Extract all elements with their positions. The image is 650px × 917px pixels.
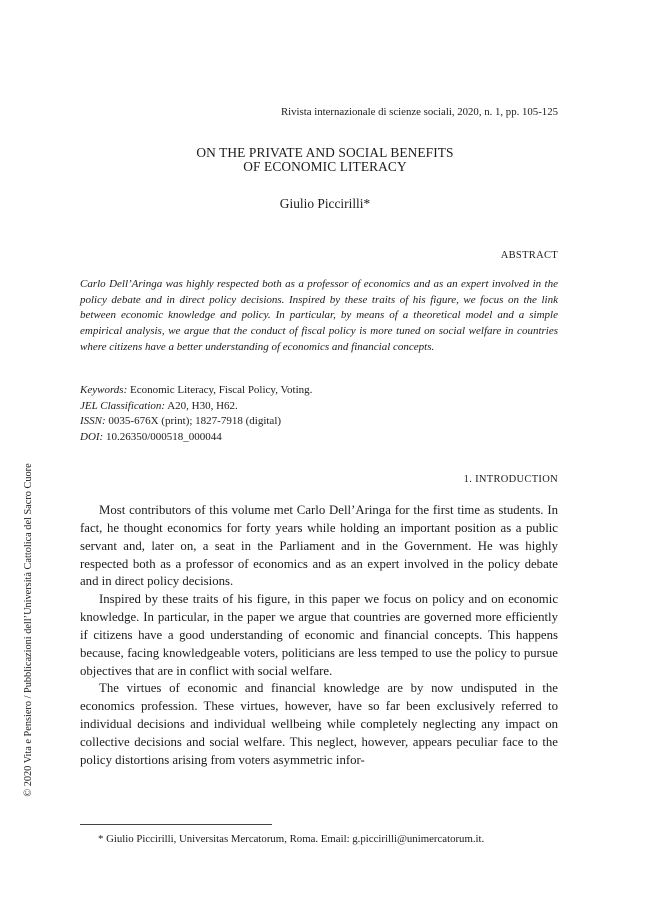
side-copyright-notice: © 2020 Vita e Pensiero / Pubblicazioni dell’Università Cattolica del Sacro Cuore (23, 463, 34, 797)
issn-value: 0035-676X (print); 1827-7918 (digital) (108, 415, 282, 427)
jel-label: JEL Classification: (80, 399, 166, 412)
introduction-body (80, 502, 558, 770)
author-footnote: * Giulio Piccirilli, Universitas Mercatorum, Roma. Email: g.piccirilli@unimercatorum.it. (98, 833, 485, 845)
author-name: Giulio Piccirilli* (279, 196, 371, 211)
keywords-label: Keywords: (80, 384, 128, 396)
abstract-text: Carlo Dell’Aringa was highly respected both as a professor of economics and as an expert involved in the policy debate and in direct policy decisions. Inspired by these traits of his figure, we focus on the link between economic knowledge and policy. In particular, by means of a theoretical model and a simple empirical analysis, we argue that the conduct of fiscal policy is more tuned on social welfare in countries where citizens have a better understanding of economics and financial concepts. (80, 278, 558, 353)
doi-line (80, 430, 558, 446)
article-metadata (80, 383, 558, 445)
abstract-heading: ABSTRACT (500, 250, 558, 261)
footnote-divider (80, 824, 272, 825)
paper-title-line-2: OF ECONOMIC LITERACY (243, 159, 407, 174)
keywords-value: Economic Literacy, Fiscal Policy, Voting. (130, 384, 313, 396)
keywords-line (80, 383, 558, 399)
body-paragraph: The virtues of economic and financial knowledge are by now undisputed in the economics profession. These virtues, however, have so far been exclusively referred to individual decisions and individual wellbeing while completely neglecting any impact on collective decisions and social welfare. This neglect, however, appears peculiar face to the policy distortions arising from voters asymmetric infor- (80, 681, 558, 767)
jel-line (80, 399, 558, 415)
doi-label: DOI: (80, 430, 104, 443)
issn-line (80, 414, 558, 430)
body-paragraph: Inspired by these traits of his figure, in this paper we focus on policy and on economic knowledge. In particular, in the paper we argue that countries are governed more efficiently if citizens have a good understanding of economic and financial concepts. This happens because, facing knowledgeable voters, politicians are less temped to use the policy to pursue objectives that are in conflict with social welfare. (80, 592, 558, 678)
journal-citation: Rivista internazionale di scienze sociali, 2020, n. 1, pp. 105-125 (280, 106, 558, 118)
jel-value: A20, H30, H62. (167, 399, 238, 412)
doi-value: 10.26350/000518_000044 (105, 430, 222, 443)
issn-label: ISSN: (80, 415, 106, 427)
body-paragraph: Most contributors of this volume met Carlo Dell’Aringa for the first time as students. In fact, he thought economics for forty years while holding an important position as a public servant and, later on, a seat in the Parliament and in the Government. He was highly respected both as a professor of economics and as an expert involved in the policy debate and in direct policy decisions. (80, 503, 558, 589)
paper-title-line-1: ON THE PRIVATE AND SOCIAL BENEFITS (196, 145, 454, 160)
section-heading: 1. INTRODUCTION (463, 474, 558, 485)
paper-title (0, 146, 650, 174)
